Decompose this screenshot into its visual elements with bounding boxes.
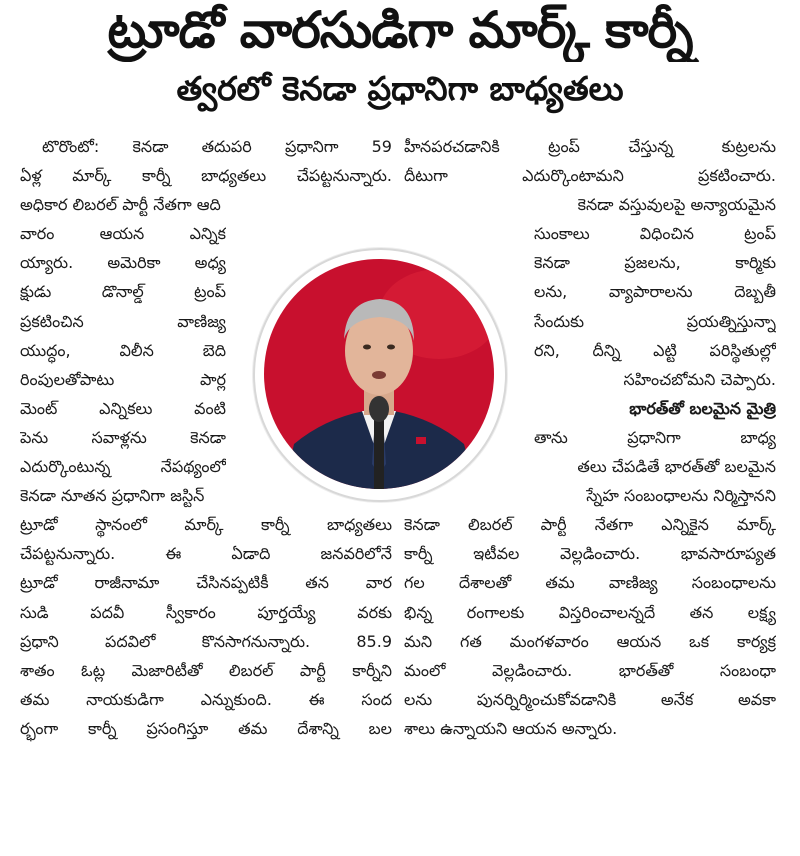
text-line: రింపులతోపాటు పార్ల <box>20 369 226 389</box>
text-line: ఎదుర్కొంటున్న నేపథ్యంలో <box>20 457 226 477</box>
text-line: ప్రధాని పదవిలో కొనసాగనున్నారు. 85.9 <box>20 631 392 651</box>
text-line: సుంకాలు విధించిన ట్రంప్ <box>534 224 776 244</box>
text-line: గల దేశాలతో తమ వాణిజ్య సంబంధాలను <box>404 573 776 593</box>
text-line: మంలో వెల్లడించారు. భారత్‌తో సంబంధా <box>404 660 776 680</box>
text-line: తాను ప్రధానిగా బాధ్య <box>534 427 776 447</box>
text-line: లను పునర్నిర్మించుకోవడానికి అనేక అవకా <box>404 689 776 709</box>
text-line: అధికార లిబరల్ పార్టీ నేతగా ఆది <box>20 195 221 215</box>
text-line: కెనడా లిబరల్ పార్టీ నేతగా ఎన్నికైన మార్క్ <box>404 515 776 535</box>
text-line: శాలు ఉన్నాయని ఆయన అన్నారు. <box>404 718 618 738</box>
text-line: కార్నీ ఇటీవల వెల్లడించారు. భావసారూప్యత <box>404 544 776 564</box>
text-line: లను, వ్యాపారాలను దెబ్బతీ <box>534 282 776 302</box>
text-line: క్షుడు డొనాల్డ్ ట్రంప్ <box>20 282 226 302</box>
text-line: య్యారు. అమెరికా అధ్య <box>20 253 226 273</box>
portrait-photo <box>264 259 494 489</box>
eye-left <box>363 345 371 350</box>
portrait-illustration <box>264 259 494 489</box>
text-line: దీటుగా ఎదుర్కొంటామని ప్రకటించారు. <box>404 166 776 186</box>
text-line: శాతం ఓట్ల మెజారిటీతో లిబరల్ పార్టీ కార్నీని <box>20 660 392 680</box>
text-line: హీనపరచడానికి ట్రంప్ చేస్తున్న కుట్రలను <box>404 137 776 156</box>
text-line: పెను సవాళ్లను కెనడా <box>20 427 226 447</box>
text-line: సేందుకు ప్రయత్నిస్తున్నా <box>534 311 776 331</box>
mouth <box>372 371 386 379</box>
microphone-stand <box>374 419 384 489</box>
text-line: కెనడా వస్తువులపై అన్యాయమైన <box>577 195 776 215</box>
text-line: మెంట్ ఎన్నికలు వంటి <box>20 398 226 418</box>
lapel-pin <box>416 437 426 444</box>
subheadline: త్వరలో కెనడా ప్రధానిగా బాధ్యతలు <box>176 69 624 108</box>
text-line: సహించబోమని చెప్పారు. <box>623 369 776 389</box>
text-line: తలు చేపడితే భారత్‌తో బలమైన <box>577 457 776 477</box>
text-line: భిన్న రంగాలకు విస్తరించాలన్నదే తన లక్ష్య <box>404 602 776 622</box>
text-line: స్నేహ సంబంధాలను నిర్మిస్తానని <box>586 486 776 506</box>
eye-right <box>387 345 395 350</box>
section-subheading: భారత్‌తో బలమైన మైత్రి <box>629 398 776 418</box>
text-line: రని, దీన్ని ఎట్టి పరిస్థితుల్లో <box>534 340 776 360</box>
text-line: చేపట్టనున్నారు. ఈ ఏడాది జనవరిలోనే <box>20 544 392 564</box>
text-line: ట్రూడో స్థానంలో మార్క్ కార్నీ బాధ్యతలు <box>20 515 392 535</box>
text-line: ప్రకటించిన వాణిజ్య <box>20 311 226 331</box>
text-line: సుడి పదవీ స్వీకారం పూర్తయ్యే వరకు <box>20 602 392 622</box>
text-line: ట్రూడో రాజీనామా చేసినప్పటికీ తన వార <box>20 573 392 593</box>
text-line: ఏళ్ల మార్క్ కార్నీ బాధ్యతలు చేపట్టనున్నారు. <box>20 166 392 186</box>
text-line: తమ నాయకుడిగా ఎన్నుకుంది. ఈ సంద <box>20 689 392 709</box>
text-line: మని గత మంగళవారం ఆయన ఒక కార్యక్ర <box>404 631 776 651</box>
headline: ట్రూడో వారసుడిగా మార్క్ కార్నీ <box>107 1 693 59</box>
text-line: కెనడా ప్రజలను, కార్మికు <box>534 253 776 273</box>
text-line: టొరొంటో: కెనడా తదుపరి ప్రధానిగా 59 <box>42 137 392 156</box>
microphone <box>369 396 389 422</box>
text-line: వారం ఆయన ఎన్నిక <box>20 224 226 244</box>
text-line: యుద్ధం, విలీన బెది <box>20 340 226 360</box>
text-line: ర్భంగా కార్నీ ప్రసంగిస్తూ తమ దేశాన్ని బల <box>20 718 392 738</box>
text-line: కెనడా నూతన ప్రధానిగా జస్టిన్ <box>20 486 205 506</box>
